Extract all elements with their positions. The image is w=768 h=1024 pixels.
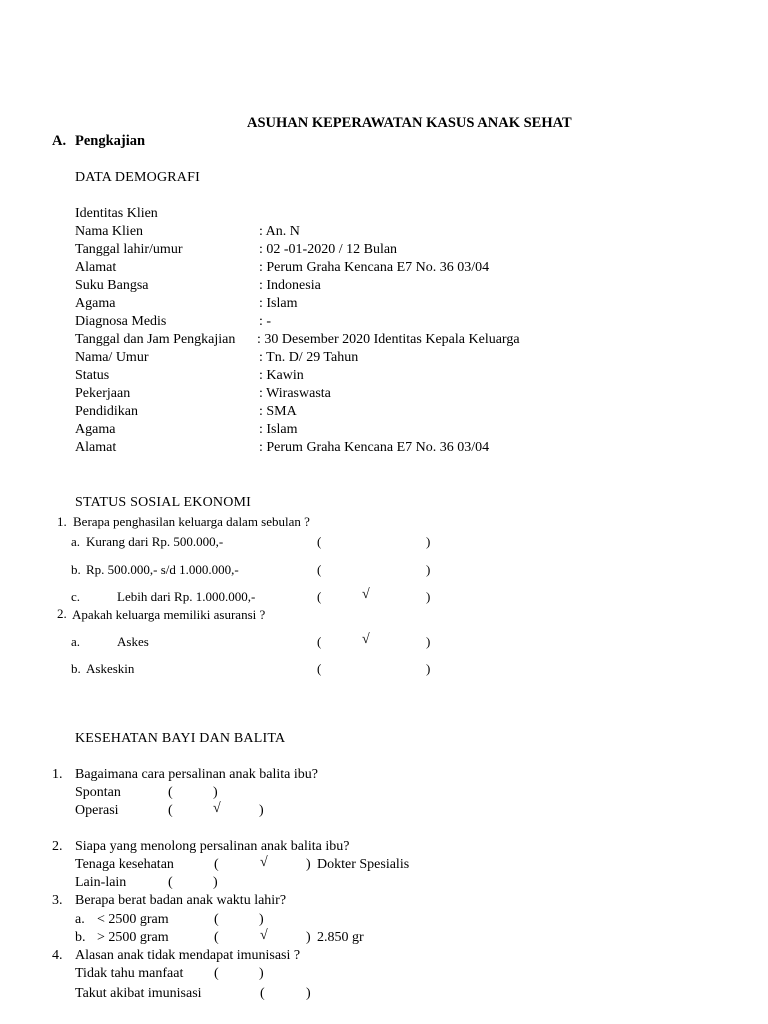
row-value: : Islam [259,422,298,437]
row-value: : - [259,314,272,329]
paren-open: ( [214,930,219,945]
option-text: > 2500 gram [97,930,169,945]
row-label: Agama [75,296,116,311]
row-value: : Perum Graha Kencana E7 No. 36 03/04 [259,260,490,275]
row-value: : Perum Graha Kencana E7 No. 36 03/04 [259,440,490,455]
row-value: : Tn. D/ 29 Tahun [259,350,359,365]
paren-open: ( [317,534,322,549]
paren-close: ) [213,875,218,890]
option-note: 2.850 gr [317,930,364,945]
question-number: 4. [52,948,63,963]
question-text: Siapa yang menolong persalinan anak balita ibu? [75,839,350,854]
option-note: Dokter Spesialis [317,857,410,872]
paren-close: ) [426,562,431,577]
row-value: : Wiraswasta [259,386,331,401]
row-label: Pendidikan [75,404,138,419]
paren-open: ( [317,562,322,577]
row-label: Tanggal lahir/umur [75,242,183,257]
bayi-heading: KESEHATAN BAYI DAN BALITA [75,731,286,746]
row-label: Agama [75,422,116,437]
option-text: Askes [117,634,149,649]
paren-open: ( [317,661,322,676]
row-value: : SMA [259,404,297,419]
paren-open: ( [260,986,265,1001]
option-text: Tenaga kesehatan [75,857,174,872]
question-number: 2. [52,839,63,854]
option-text: Kurang dari Rp. 500.000,- [86,534,224,549]
row-value: : Kawin [259,368,304,383]
checkmark-icon: √ [362,587,370,602]
option-text: Lebih dari Rp. 1.000.000,- [117,589,256,604]
paren-close: ) [259,912,264,927]
paren-close: ) [259,803,264,818]
row-value: : Indonesia [259,278,321,293]
row-value: : Islam [259,296,298,311]
paren-close: ) [426,589,431,604]
paren-open: ( [168,875,173,890]
row-label: Nama Klien [75,224,144,239]
paren-close: ) [213,785,218,800]
row-label: Pekerjaan [75,386,131,401]
paren-close: ) [306,857,311,872]
option-marker: b. [71,562,81,577]
identitas-klien-heading: Identitas Klien [75,206,158,221]
row-value: : 30 Desember 2020 Identitas Kepala Keluarga [257,332,520,347]
paren-close: ) [259,966,264,981]
option-text: Tidak tahu manfaat [75,966,184,981]
paren-open: ( [168,785,173,800]
option-marker: a. [71,634,81,649]
question-text: Alasan anak tidak mendapat imunisasi ? [75,948,301,963]
sosial-heading: STATUS SOSIAL EKONOMI [75,495,252,510]
paren-open: ( [168,803,173,818]
option-text: Askeskin [86,661,135,676]
question-text: Berapa penghasilan keluarga dalam sebulan ? [73,514,310,529]
paren-open: ( [214,912,219,927]
checkmark-icon: √ [213,801,221,816]
question-number: 1. [52,767,63,782]
question-text: Apakah keluarga memiliki asuransi ? [72,607,266,622]
paren-open: ( [317,634,322,649]
paren-open: ( [214,857,219,872]
option-text: Rp. 500.000,- s/d 1.000.000,- [86,562,239,577]
row-label: Alamat [75,260,117,275]
row-label: Diagnosa Medis [75,314,167,329]
paren-close: ) [426,661,431,676]
question-text: Berapa berat badan anak waktu lahir? [75,893,287,908]
row-value: : An. N [259,224,300,239]
paren-close: ) [306,986,311,1001]
row-label: Status [75,368,110,383]
option-marker: a. [75,912,85,927]
option-text: < 2500 gram [97,912,169,927]
section-a-label: A. [52,133,67,149]
question-text: Bagaimana cara persalinan anak balita ibu? [75,767,318,782]
question-number: 1. [57,514,67,529]
option-text: Lain-lain [75,875,127,890]
checkmark-icon: √ [260,855,268,870]
row-label: Nama/ Umur [75,350,149,365]
option-marker: b. [71,661,81,676]
paren-open: ( [317,589,322,604]
option-text: Operasi [75,803,119,818]
demografi-heading: DATA DEMOGRAFI [75,170,200,185]
paren-open: ( [214,966,219,981]
document-title: ASUHAN KEPERAWATAN KASUS ANAK SEHAT [247,115,572,131]
option-marker: c. [71,589,81,604]
row-label: Alamat [75,440,117,455]
option-marker: a. [71,534,81,549]
question-number: 2. [57,606,67,621]
row-label: Suku Bangsa [75,278,149,293]
row-label: Tanggal dan Jam Pengkajian [75,332,236,347]
section-a-title: Pengkajian [75,133,146,149]
paren-close: ) [426,534,431,549]
option-text: Spontan [75,785,121,800]
question-number: 3. [52,893,63,908]
paren-close: ) [426,634,431,649]
checkmark-icon: √ [260,928,268,943]
paren-close: ) [306,930,311,945]
option-marker: b. [75,930,86,945]
option-text: Takut akibat imunisasi [75,986,202,1001]
row-value: : 02 -01-2020 / 12 Bulan [259,242,398,257]
checkmark-icon: √ [362,632,370,647]
